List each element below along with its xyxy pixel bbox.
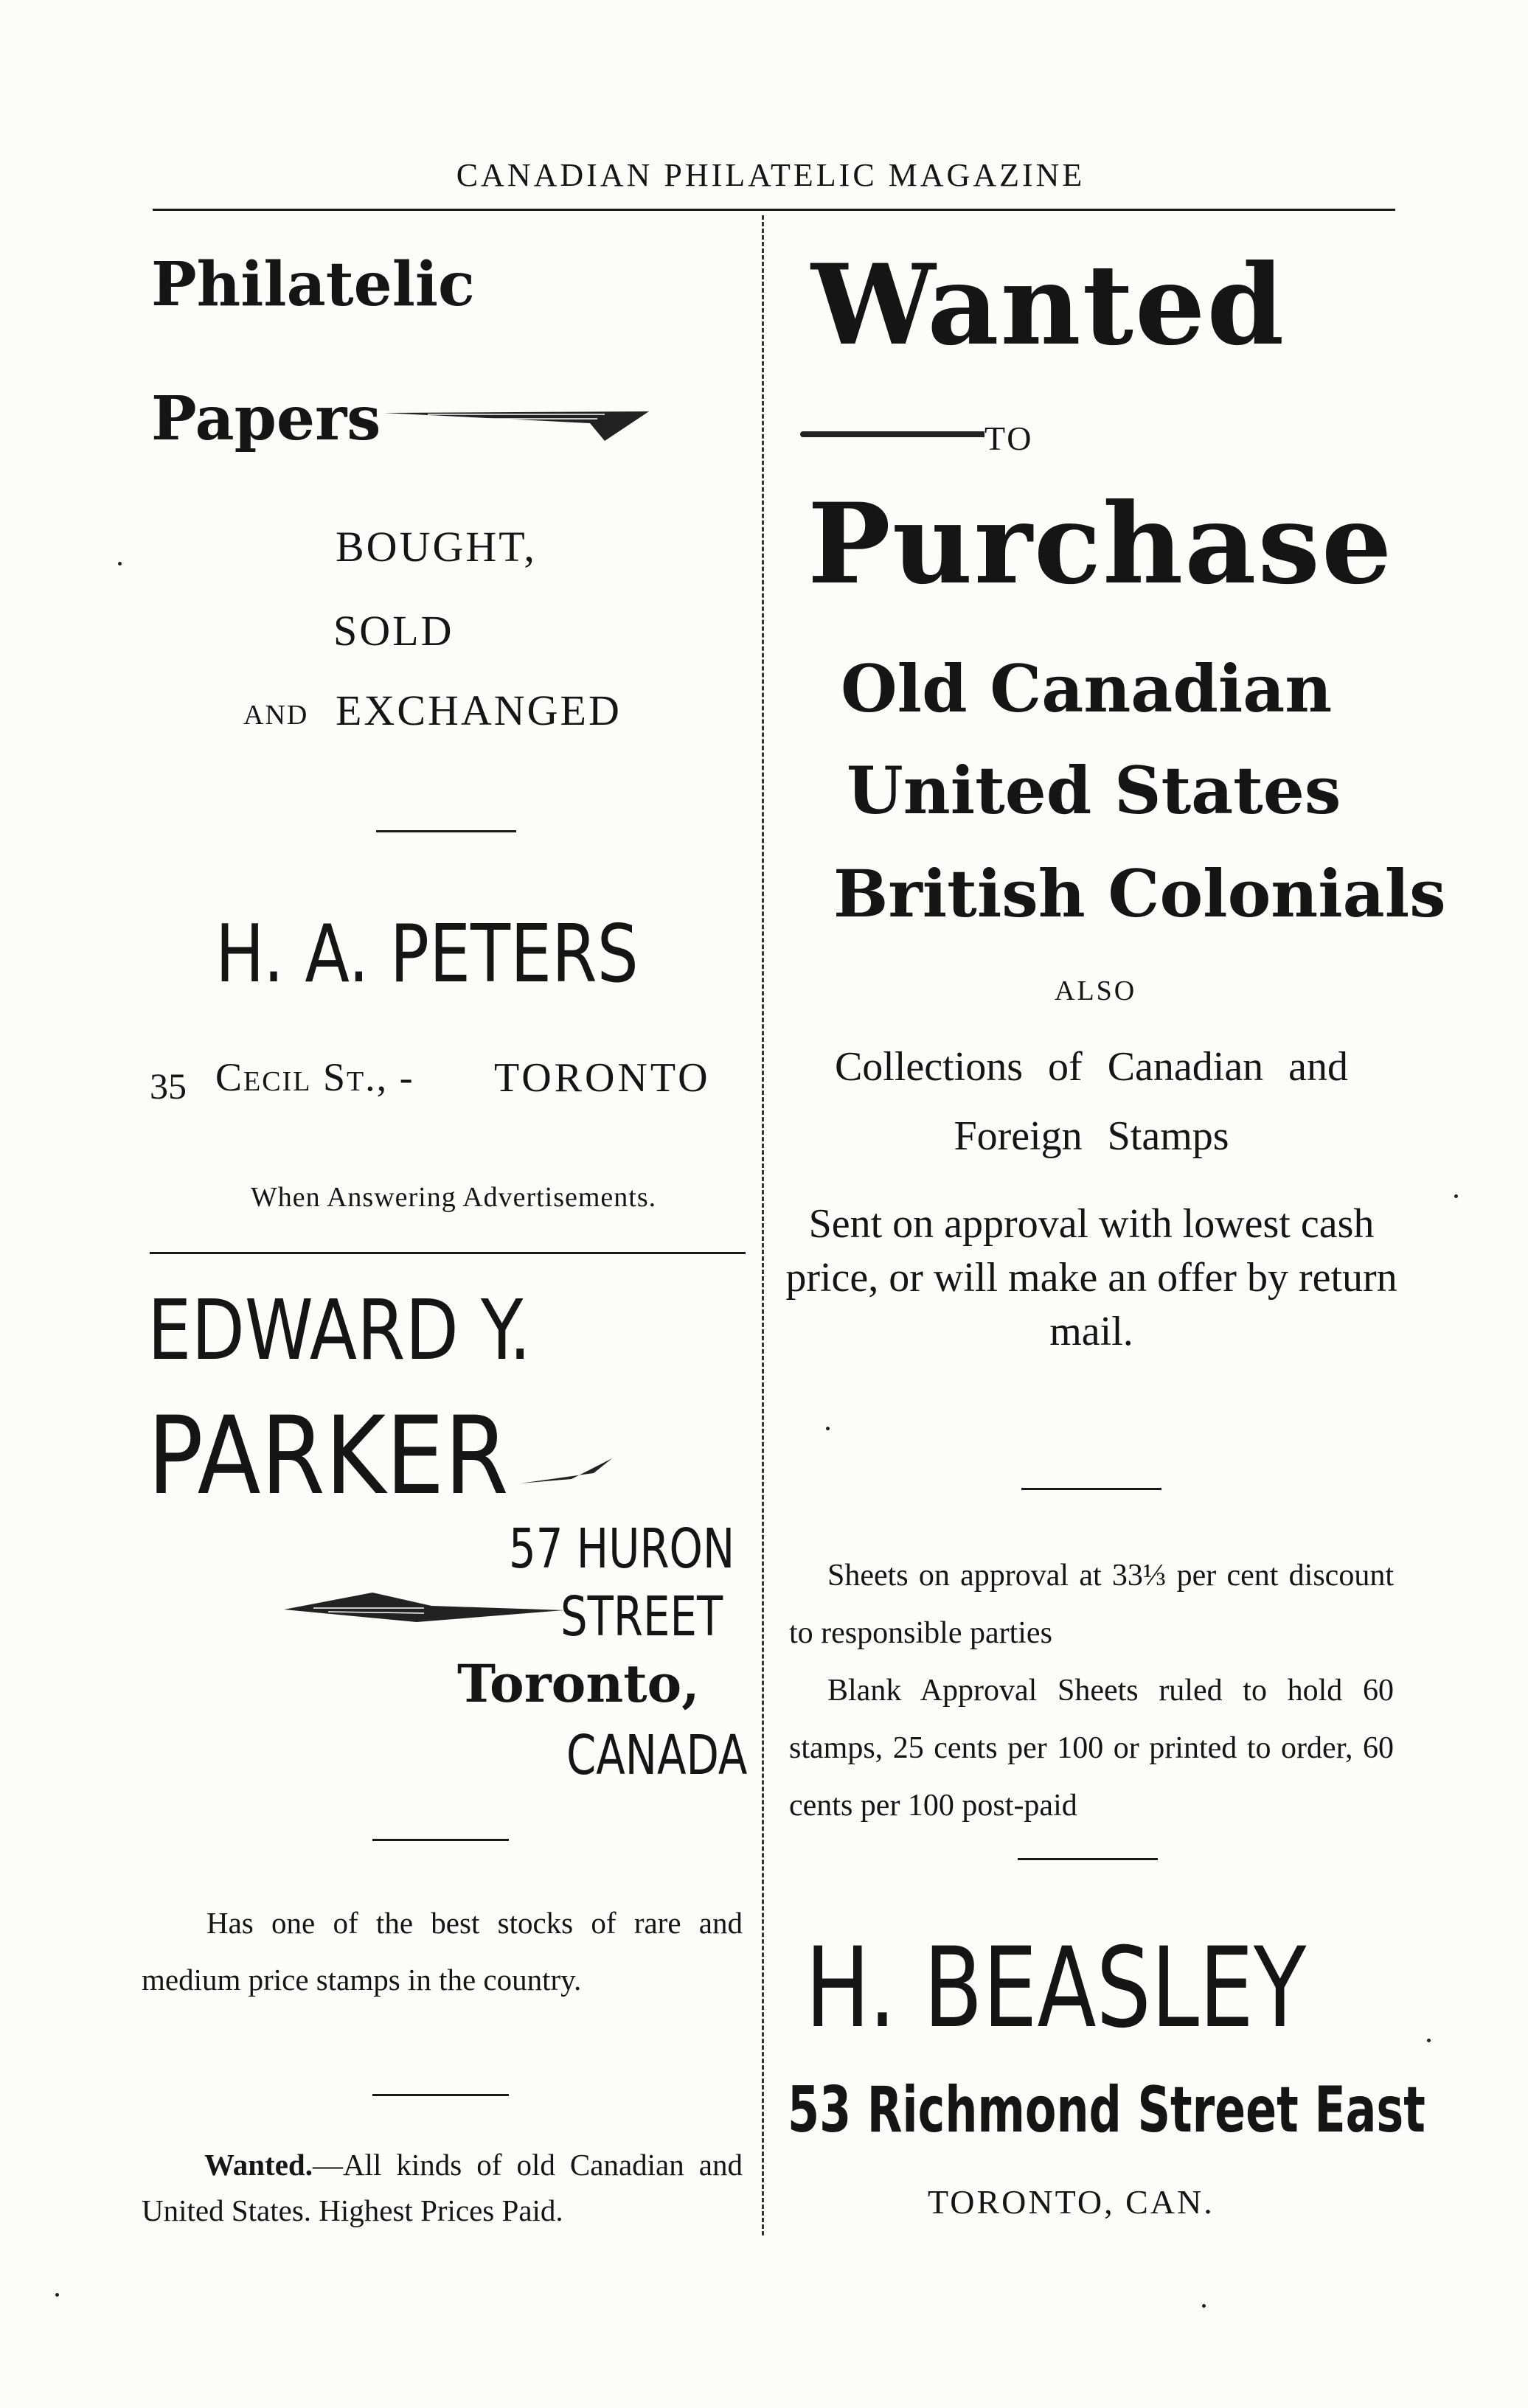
papers-ad-note: When Answering Advertisements. — [250, 1182, 657, 1213]
purchase-item-old-canadian: Old Canadian — [841, 650, 1333, 727]
speck — [1454, 1194, 1458, 1198]
speck — [1202, 2304, 1206, 2308]
to-arrow-rule — [800, 431, 984, 437]
right-rule1 — [1021, 1488, 1161, 1490]
papers-ad-line1: Philatelic — [151, 249, 475, 320]
sent-on-approval-text: Sent on approval with lowest cash price, or will make an offer by return mail. — [785, 1201, 1397, 1354]
papers-ad-rule — [376, 830, 516, 832]
parker-ad-name1: EDWARD Y. — [147, 1283, 532, 1379]
speck — [55, 2293, 59, 2297]
blank-sheets-text: Blank Approval Sheets ruled to hold 60 stamps, 25 cents per 100 or printed to order, 60 cents per 100 post-paid — [789, 1674, 1394, 1823]
speck — [1427, 2039, 1431, 2042]
parker-ad-name2: PARKER — [147, 1393, 509, 1519]
papers-ad-name: H. A. PETERS — [215, 908, 639, 1001]
parker-quill-icon — [284, 1584, 564, 1635]
right-rule2 — [1018, 1858, 1158, 1860]
quill-flourish-icon — [383, 404, 656, 448]
papers-ad-exchanged: EXCHANGED — [336, 686, 622, 734]
parker-ad-rule2 — [372, 2094, 509, 2096]
parker-ad-addr2: STREET — [560, 1585, 723, 1649]
left-section-rule — [150, 1252, 746, 1254]
papers-ad-addr-city: TORONTO — [494, 1055, 711, 1101]
column-divider — [762, 215, 764, 2235]
page-header-title: CANADIAN PHILATELIC MAGAZINE — [456, 157, 1086, 193]
papers-ad-sold: SOLD — [333, 607, 454, 655]
to-label: TO — [984, 420, 1034, 457]
parker-ad-wanted-text: —All kinds of old Canadian and United States. Highest Prices Paid. — [142, 2148, 743, 2227]
beasley-address: 53 Richmond Street East — [788, 2073, 1425, 2147]
beasley-name: H. BEASLEY — [805, 1924, 1307, 2053]
parker-ad-rule1 — [372, 1839, 509, 1841]
papers-ad-bought: BOUGHT, — [336, 523, 537, 571]
sheets-text: Sheets on approval at 33⅓ per cent discount to responsible parties — [789, 1559, 1394, 1650]
purchase-item-united-states: United States — [847, 752, 1341, 829]
parker-ad-addr1: 57 HURON — [509, 1517, 735, 1581]
also-label: ALSO — [1055, 975, 1137, 1006]
purchase-item-british-colonials: British Colonials — [833, 855, 1446, 932]
wanted-heading: Wanted — [811, 240, 1286, 370]
parker-ad-addr4: CANADA — [566, 1724, 748, 1787]
parker-ad-addr3: Toronto, — [457, 1653, 700, 1714]
parker-ad-wanted-bold: Wanted. — [204, 2148, 313, 2182]
parker-flourish-icon — [520, 1452, 616, 1489]
beasley-city: TORONTO, CAN. — [928, 2183, 1215, 2221]
header-rule — [153, 209, 1395, 211]
parker-ad-desc: Has one of the best stocks of rare and medium price stamps in the country. — [142, 1906, 743, 1997]
parker-ad-wanted — [142, 2142, 743, 2233]
papers-ad-addr-num: 35 — [150, 1065, 187, 1107]
purchase-heading: Purchase — [808, 479, 1394, 609]
papers-ad-addr-street: Cecil St., - — [215, 1055, 414, 1099]
papers-ad-line2: Papers — [151, 383, 381, 454]
speck — [826, 1427, 830, 1430]
collections-text: Collections of Canadian and Foreign Stamps — [834, 1044, 1349, 1159]
papers-ad-and: AND — [243, 700, 309, 731]
speck — [118, 562, 122, 566]
